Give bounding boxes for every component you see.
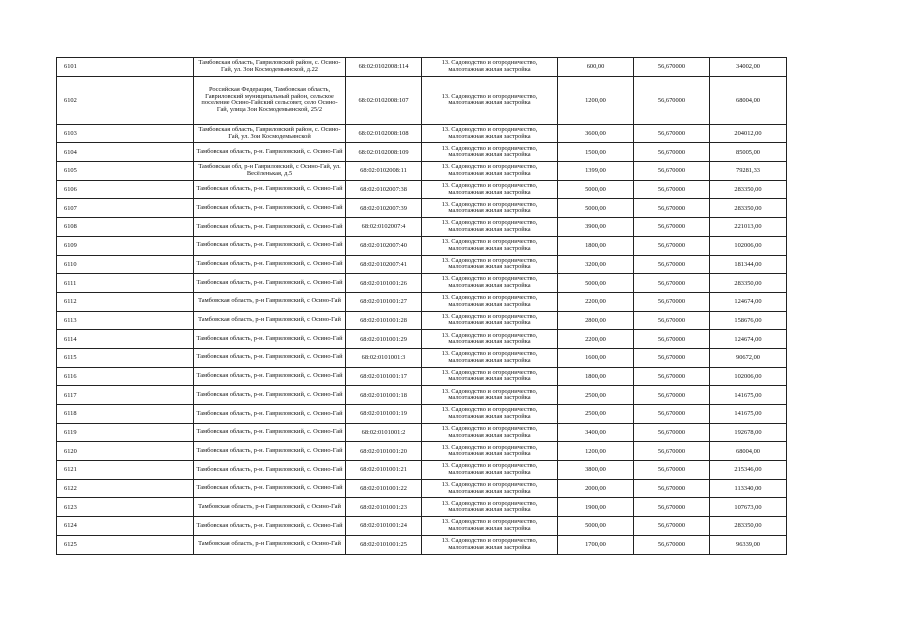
table-row <box>57 162 787 181</box>
cadastral-value-cell: 124674,00 <box>710 330 787 349</box>
address-cell: Тамбовская область, р-н Гавриловский, с Осино-Гай <box>194 292 346 311</box>
land-use-cell: 13. Садоводство и огородничество, малоэтажная жилая застройка <box>422 143 558 162</box>
land-registry-table <box>56 57 787 555</box>
cadastral-number-cell: 68:02:0101001:21 <box>346 461 422 480</box>
cadastral-value-cell: 283350,00 <box>710 199 787 218</box>
address-cell: Тамбовская область, р-н. Гавриловский, с. Осино-Гай <box>194 405 346 424</box>
cadastral-number-cell: 68:02:0102007:38 <box>346 180 422 199</box>
cadastral-value-cell: 102006,00 <box>710 236 787 255</box>
address-cell: Тамбовская область, р-н. Гавриловский, с. Осино-Гай <box>194 180 346 199</box>
cadastral-value-cell: 141675,00 <box>710 405 787 424</box>
address-cell: Российская Федерация, Тамбовская область, Гавриловский муниципальный район, сельское поселение Осино-Гайский сельсовет, село Осино-Гай, улица Зои Космодемьянской, 25/2 <box>194 76 346 124</box>
specific-value-cell: 56,670000 <box>634 461 710 480</box>
cadastral-number-cell: 68:02:0101001:27 <box>346 292 422 311</box>
cadastral-value-cell: 34002,00 <box>710 58 787 77</box>
land-use-cell: 13. Садоводство и огородничество, малоэтажная жилая застройка <box>422 162 558 181</box>
land-use-cell: 13. Садоводство и огородничество, малоэтажная жилая застройка <box>422 124 558 143</box>
specific-value-cell: 56,670000 <box>634 442 710 461</box>
land-use-cell: 13. Садоводство и огородничество, малоэтажная жилая застройка <box>422 311 558 330</box>
cadastral-number-cell: 68:02:0102007:39 <box>346 199 422 218</box>
cadastral-number-cell: 68:02:0102008:107 <box>346 76 422 124</box>
land-use-cell: 13. Садоводство и огородничество, малоэтажная жилая застройка <box>422 535 558 554</box>
table-row <box>57 236 787 255</box>
cadastral-number-cell: 68:02:0101001:28 <box>346 311 422 330</box>
cadastral-number-cell: 68:02:0101001:19 <box>346 405 422 424</box>
cadastral-number-cell: 68:02:0101001:25 <box>346 535 422 554</box>
table-row <box>57 461 787 480</box>
area-cell: 1200,00 <box>558 442 634 461</box>
area-cell: 5000,00 <box>558 199 634 218</box>
table-row <box>57 218 787 237</box>
cadastral-number-cell: 68:02:0101001:3 <box>346 348 422 367</box>
specific-value-cell: 56,670000 <box>634 124 710 143</box>
address-cell: Тамбовская область, р-н. Гавриловский, с. Осино-Гай <box>194 461 346 480</box>
specific-value-cell: 56,670000 <box>634 143 710 162</box>
cadastral-value-cell: 124674,00 <box>710 292 787 311</box>
table-row <box>57 498 787 517</box>
row-number-cell: 6117 <box>57 386 194 405</box>
address-cell: Тамбовская область, р-н. Гавриловский, с. Осино-Гай <box>194 367 346 386</box>
land-use-cell: 13. Садоводство и огородничество, малоэтажная жилая застройка <box>422 498 558 517</box>
area-cell: 1900,00 <box>558 498 634 517</box>
cadastral-value-cell: 90672,00 <box>710 348 787 367</box>
address-cell: Тамбовская область, Гавриловский район, с. Осино-Гай, ул. Зои Космодемьянской, д.22 <box>194 58 346 77</box>
address-cell: Тамбовская область, р-н. Гавриловский, с. Осино-Гай <box>194 348 346 367</box>
area-cell: 3600,00 <box>558 124 634 143</box>
row-number-cell: 6114 <box>57 330 194 349</box>
area-cell: 1500,00 <box>558 143 634 162</box>
area-cell: 1800,00 <box>558 367 634 386</box>
specific-value-cell: 56,670000 <box>634 423 710 442</box>
land-use-cell: 13. Садоводство и огородничество, малоэтажная жилая застройка <box>422 274 558 293</box>
specific-value-cell: 56,670000 <box>634 76 710 124</box>
cadastral-number-cell: 68:02:0101001:20 <box>346 442 422 461</box>
cadastral-number-cell: 68:02:0101001:18 <box>346 386 422 405</box>
specific-value-cell: 56,670000 <box>634 348 710 367</box>
area-cell: 2000,00 <box>558 479 634 498</box>
table-row <box>57 58 787 77</box>
row-number-cell: 6122 <box>57 479 194 498</box>
table-row <box>57 348 787 367</box>
row-number-cell: 6125 <box>57 535 194 554</box>
area-cell: 2500,00 <box>558 405 634 424</box>
table-row <box>57 311 787 330</box>
cadastral-value-cell: 107673,00 <box>710 498 787 517</box>
specific-value-cell: 56,670000 <box>634 386 710 405</box>
cadastral-number-cell: 68:02:0101001:29 <box>346 330 422 349</box>
cadastral-number-cell: 68:02:0102008:108 <box>346 124 422 143</box>
row-number-cell: 6105 <box>57 162 194 181</box>
address-cell: Тамбовская область, р-н. Гавриловский, с. Осино-Гай <box>194 423 346 442</box>
specific-value-cell: 56,670000 <box>634 218 710 237</box>
specific-value-cell: 56,670000 <box>634 330 710 349</box>
cadastral-number-cell: 68:02:0102007:41 <box>346 255 422 274</box>
table-row <box>57 423 787 442</box>
cadastral-number-cell: 68:02:0102008:114 <box>346 58 422 77</box>
cadastral-number-cell: 68:02:0102008:109 <box>346 143 422 162</box>
row-number-cell: 6107 <box>57 199 194 218</box>
cadastral-number-cell: 68:02:0102008:11 <box>346 162 422 181</box>
registry-table-body <box>57 58 787 555</box>
land-use-cell: 13. Садоводство и огородничество, малоэтажная жилая застройка <box>422 517 558 536</box>
land-use-cell: 13. Садоводство и огородничество, малоэтажная жилая застройка <box>422 405 558 424</box>
address-cell: Тамбовская область, р-н. Гавриловский, с. Осино-Гай <box>194 386 346 405</box>
table-row <box>57 442 787 461</box>
address-cell: Тамбовская область, р-н. Гавриловский, с. Осино-Гай <box>194 143 346 162</box>
specific-value-cell: 56,670000 <box>634 405 710 424</box>
row-number-cell: 6104 <box>57 143 194 162</box>
specific-value-cell: 56,670000 <box>634 162 710 181</box>
address-cell: Тамбовская область, р-н. Гавриловский, с. Осино-Гай <box>194 255 346 274</box>
cadastral-value-cell: 141675,00 <box>710 386 787 405</box>
cadastral-value-cell: 221013,00 <box>710 218 787 237</box>
specific-value-cell: 56,670000 <box>634 367 710 386</box>
row-number-cell: 6116 <box>57 367 194 386</box>
area-cell: 5000,00 <box>558 274 634 293</box>
table-row <box>57 199 787 218</box>
address-cell: Тамбовская область, р-н. Гавриловский, с. Осино-Гай <box>194 218 346 237</box>
table-row <box>57 143 787 162</box>
area-cell: 3900,00 <box>558 218 634 237</box>
cadastral-value-cell: 204012,00 <box>710 124 787 143</box>
area-cell: 600,00 <box>558 58 634 77</box>
cadastral-value-cell: 283350,00 <box>710 180 787 199</box>
land-use-cell: 13. Садоводство и огородничество, малоэтажная жилая застройка <box>422 461 558 480</box>
row-number-cell: 6119 <box>57 423 194 442</box>
specific-value-cell: 56,670000 <box>634 311 710 330</box>
cadastral-number-cell: 68:02:0101001:2 <box>346 423 422 442</box>
land-use-cell: 13. Садоводство и огородничество, малоэтажная жилая застройка <box>422 367 558 386</box>
area-cell: 1200,00 <box>558 76 634 124</box>
table-row <box>57 405 787 424</box>
cadastral-value-cell: 68004,00 <box>710 442 787 461</box>
row-number-cell: 6109 <box>57 236 194 255</box>
land-use-cell: 13. Садоводство и огородничество, малоэтажная жилая застройка <box>422 479 558 498</box>
table-row <box>57 517 787 536</box>
table-row <box>57 76 787 124</box>
specific-value-cell: 56,670000 <box>634 255 710 274</box>
land-use-cell: 13. Садоводство и огородничество, малоэтажная жилая застройка <box>422 330 558 349</box>
cadastral-value-cell: 113340,00 <box>710 479 787 498</box>
address-cell: Тамбовская область, р-н Гавриловский, с Осино-Гай <box>194 498 346 517</box>
cadastral-number-cell: 68:02:0101001:24 <box>346 517 422 536</box>
specific-value-cell: 56,670000 <box>634 535 710 554</box>
land-use-cell: 13. Садоводство и огородничество, малоэтажная жилая застройка <box>422 218 558 237</box>
table-row <box>57 535 787 554</box>
table-row <box>57 330 787 349</box>
row-number-cell: 6101 <box>57 58 194 77</box>
row-number-cell: 6106 <box>57 180 194 199</box>
cadastral-number-cell: 68:02:0102007:40 <box>346 236 422 255</box>
land-use-cell: 13. Садоводство и огородничество, малоэтажная жилая застройка <box>422 180 558 199</box>
land-use-cell: 13. Садоводство и огородничество, малоэтажная жилая застройка <box>422 386 558 405</box>
row-number-cell: 6121 <box>57 461 194 480</box>
table-row <box>57 274 787 293</box>
cadastral-number-cell: 68:02:0102007:4 <box>346 218 422 237</box>
address-cell: Тамбовская область, р-н. Гавриловский, с. Осино-Гай <box>194 442 346 461</box>
table-row <box>57 255 787 274</box>
row-number-cell: 6115 <box>57 348 194 367</box>
cadastral-value-cell: 85005,00 <box>710 143 787 162</box>
row-number-cell: 6118 <box>57 405 194 424</box>
cadastral-value-cell: 215346,00 <box>710 461 787 480</box>
specific-value-cell: 56,670000 <box>634 199 710 218</box>
land-use-cell: 13. Садоводство и огородничество, малоэтажная жилая застройка <box>422 199 558 218</box>
specific-value-cell: 56,670000 <box>634 479 710 498</box>
table-row <box>57 479 787 498</box>
row-number-cell: 6112 <box>57 292 194 311</box>
area-cell: 1600,00 <box>558 348 634 367</box>
specific-value-cell: 56,670000 <box>634 236 710 255</box>
row-number-cell: 6123 <box>57 498 194 517</box>
table-row <box>57 292 787 311</box>
cadastral-value-cell: 283350,00 <box>710 274 787 293</box>
cadastral-number-cell: 68:02:0101001:26 <box>346 274 422 293</box>
row-number-cell: 6111 <box>57 274 194 293</box>
area-cell: 5000,00 <box>558 517 634 536</box>
address-cell: Тамбовская обл, р-н Гавриловский, с Осино-Гай, ул. Весёленькая, д.5 <box>194 162 346 181</box>
land-use-cell: 13. Садоводство и огородничество, малоэтажная жилая застройка <box>422 255 558 274</box>
cadastral-number-cell: 68:02:0101001:23 <box>346 498 422 517</box>
cadastral-value-cell: 181344,00 <box>710 255 787 274</box>
land-use-cell: 13. Садоводство и огородничество, малоэтажная жилая застройка <box>422 58 558 77</box>
address-cell: Тамбовская область, р-н. Гавриловский, с. Осино-Гай <box>194 479 346 498</box>
specific-value-cell: 56,670000 <box>634 498 710 517</box>
cadastral-value-cell: 102006,00 <box>710 367 787 386</box>
specific-value-cell: 56,670000 <box>634 274 710 293</box>
row-number-cell: 6108 <box>57 218 194 237</box>
address-cell: Тамбовская область, р-н Гавриловский, с Осино-Гай <box>194 535 346 554</box>
cadastral-value-cell: 192678,00 <box>710 423 787 442</box>
specific-value-cell: 56,670000 <box>634 517 710 536</box>
row-number-cell: 6102 <box>57 76 194 124</box>
row-number-cell: 6110 <box>57 255 194 274</box>
cadastral-value-cell: 79281,33 <box>710 162 787 181</box>
specific-value-cell: 56,670000 <box>634 58 710 77</box>
address-cell: Тамбовская область, р-н. Гавриловский, с. Осино-Гай <box>194 236 346 255</box>
land-use-cell: 13. Садоводство и огородничество, малоэтажная жилая застройка <box>422 348 558 367</box>
address-cell: Тамбовская область, р-н. Гавриловский, с. Осино-Гай <box>194 199 346 218</box>
area-cell: 2500,00 <box>558 386 634 405</box>
cadastral-value-cell: 96339,00 <box>710 535 787 554</box>
cadastral-number-cell: 68:02:0101001:22 <box>346 479 422 498</box>
specific-value-cell: 56,670000 <box>634 292 710 311</box>
area-cell: 3200,00 <box>558 255 634 274</box>
table-row <box>57 386 787 405</box>
cadastral-number-cell: 68:02:0101001:17 <box>346 367 422 386</box>
row-number-cell: 6120 <box>57 442 194 461</box>
area-cell: 2800,00 <box>558 311 634 330</box>
address-cell: Тамбовская область, Гавриловский район, с. Осино-Гай, ул. Зои Космодемьянской <box>194 124 346 143</box>
area-cell: 2200,00 <box>558 292 634 311</box>
address-cell: Тамбовская область, р-н. Гавриловский, с. Осино-Гай <box>194 274 346 293</box>
land-use-cell: 13. Садоводство и огородничество, малоэтажная жилая застройка <box>422 236 558 255</box>
table-row <box>57 367 787 386</box>
address-cell: Тамбовская область, р-н. Гавриловский, с. Осино-Гай <box>194 517 346 536</box>
address-cell: Тамбовская область, р-н. Гавриловский, с. Осино-Гай <box>194 330 346 349</box>
table-row <box>57 180 787 199</box>
specific-value-cell: 56,670000 <box>634 180 710 199</box>
area-cell: 1399,00 <box>558 162 634 181</box>
area-cell: 2200,00 <box>558 330 634 349</box>
area-cell: 1800,00 <box>558 236 634 255</box>
land-use-cell: 13. Садоводство и огородничество, малоэтажная жилая застройка <box>422 292 558 311</box>
area-cell: 3800,00 <box>558 461 634 480</box>
land-use-cell: 13. Садоводство и огородничество, малоэтажная жилая застройка <box>422 423 558 442</box>
row-number-cell: 6113 <box>57 311 194 330</box>
row-number-cell: 6103 <box>57 124 194 143</box>
area-cell: 5000,00 <box>558 180 634 199</box>
area-cell: 1700,00 <box>558 535 634 554</box>
land-use-cell: 13. Садоводство и огородничество, малоэтажная жилая застройка <box>422 442 558 461</box>
area-cell: 3400,00 <box>558 423 634 442</box>
row-number-cell: 6124 <box>57 517 194 536</box>
cadastral-value-cell: 283350,00 <box>710 517 787 536</box>
table-row <box>57 124 787 143</box>
land-use-cell: 13. Садоводство и огородничество, малоэтажная жилая застройка <box>422 76 558 124</box>
cadastral-value-cell: 68004,00 <box>710 76 787 124</box>
cadastral-value-cell: 158676,00 <box>710 311 787 330</box>
address-cell: Тамбовская область, р-н Гавриловский, с Осино-Гай <box>194 311 346 330</box>
